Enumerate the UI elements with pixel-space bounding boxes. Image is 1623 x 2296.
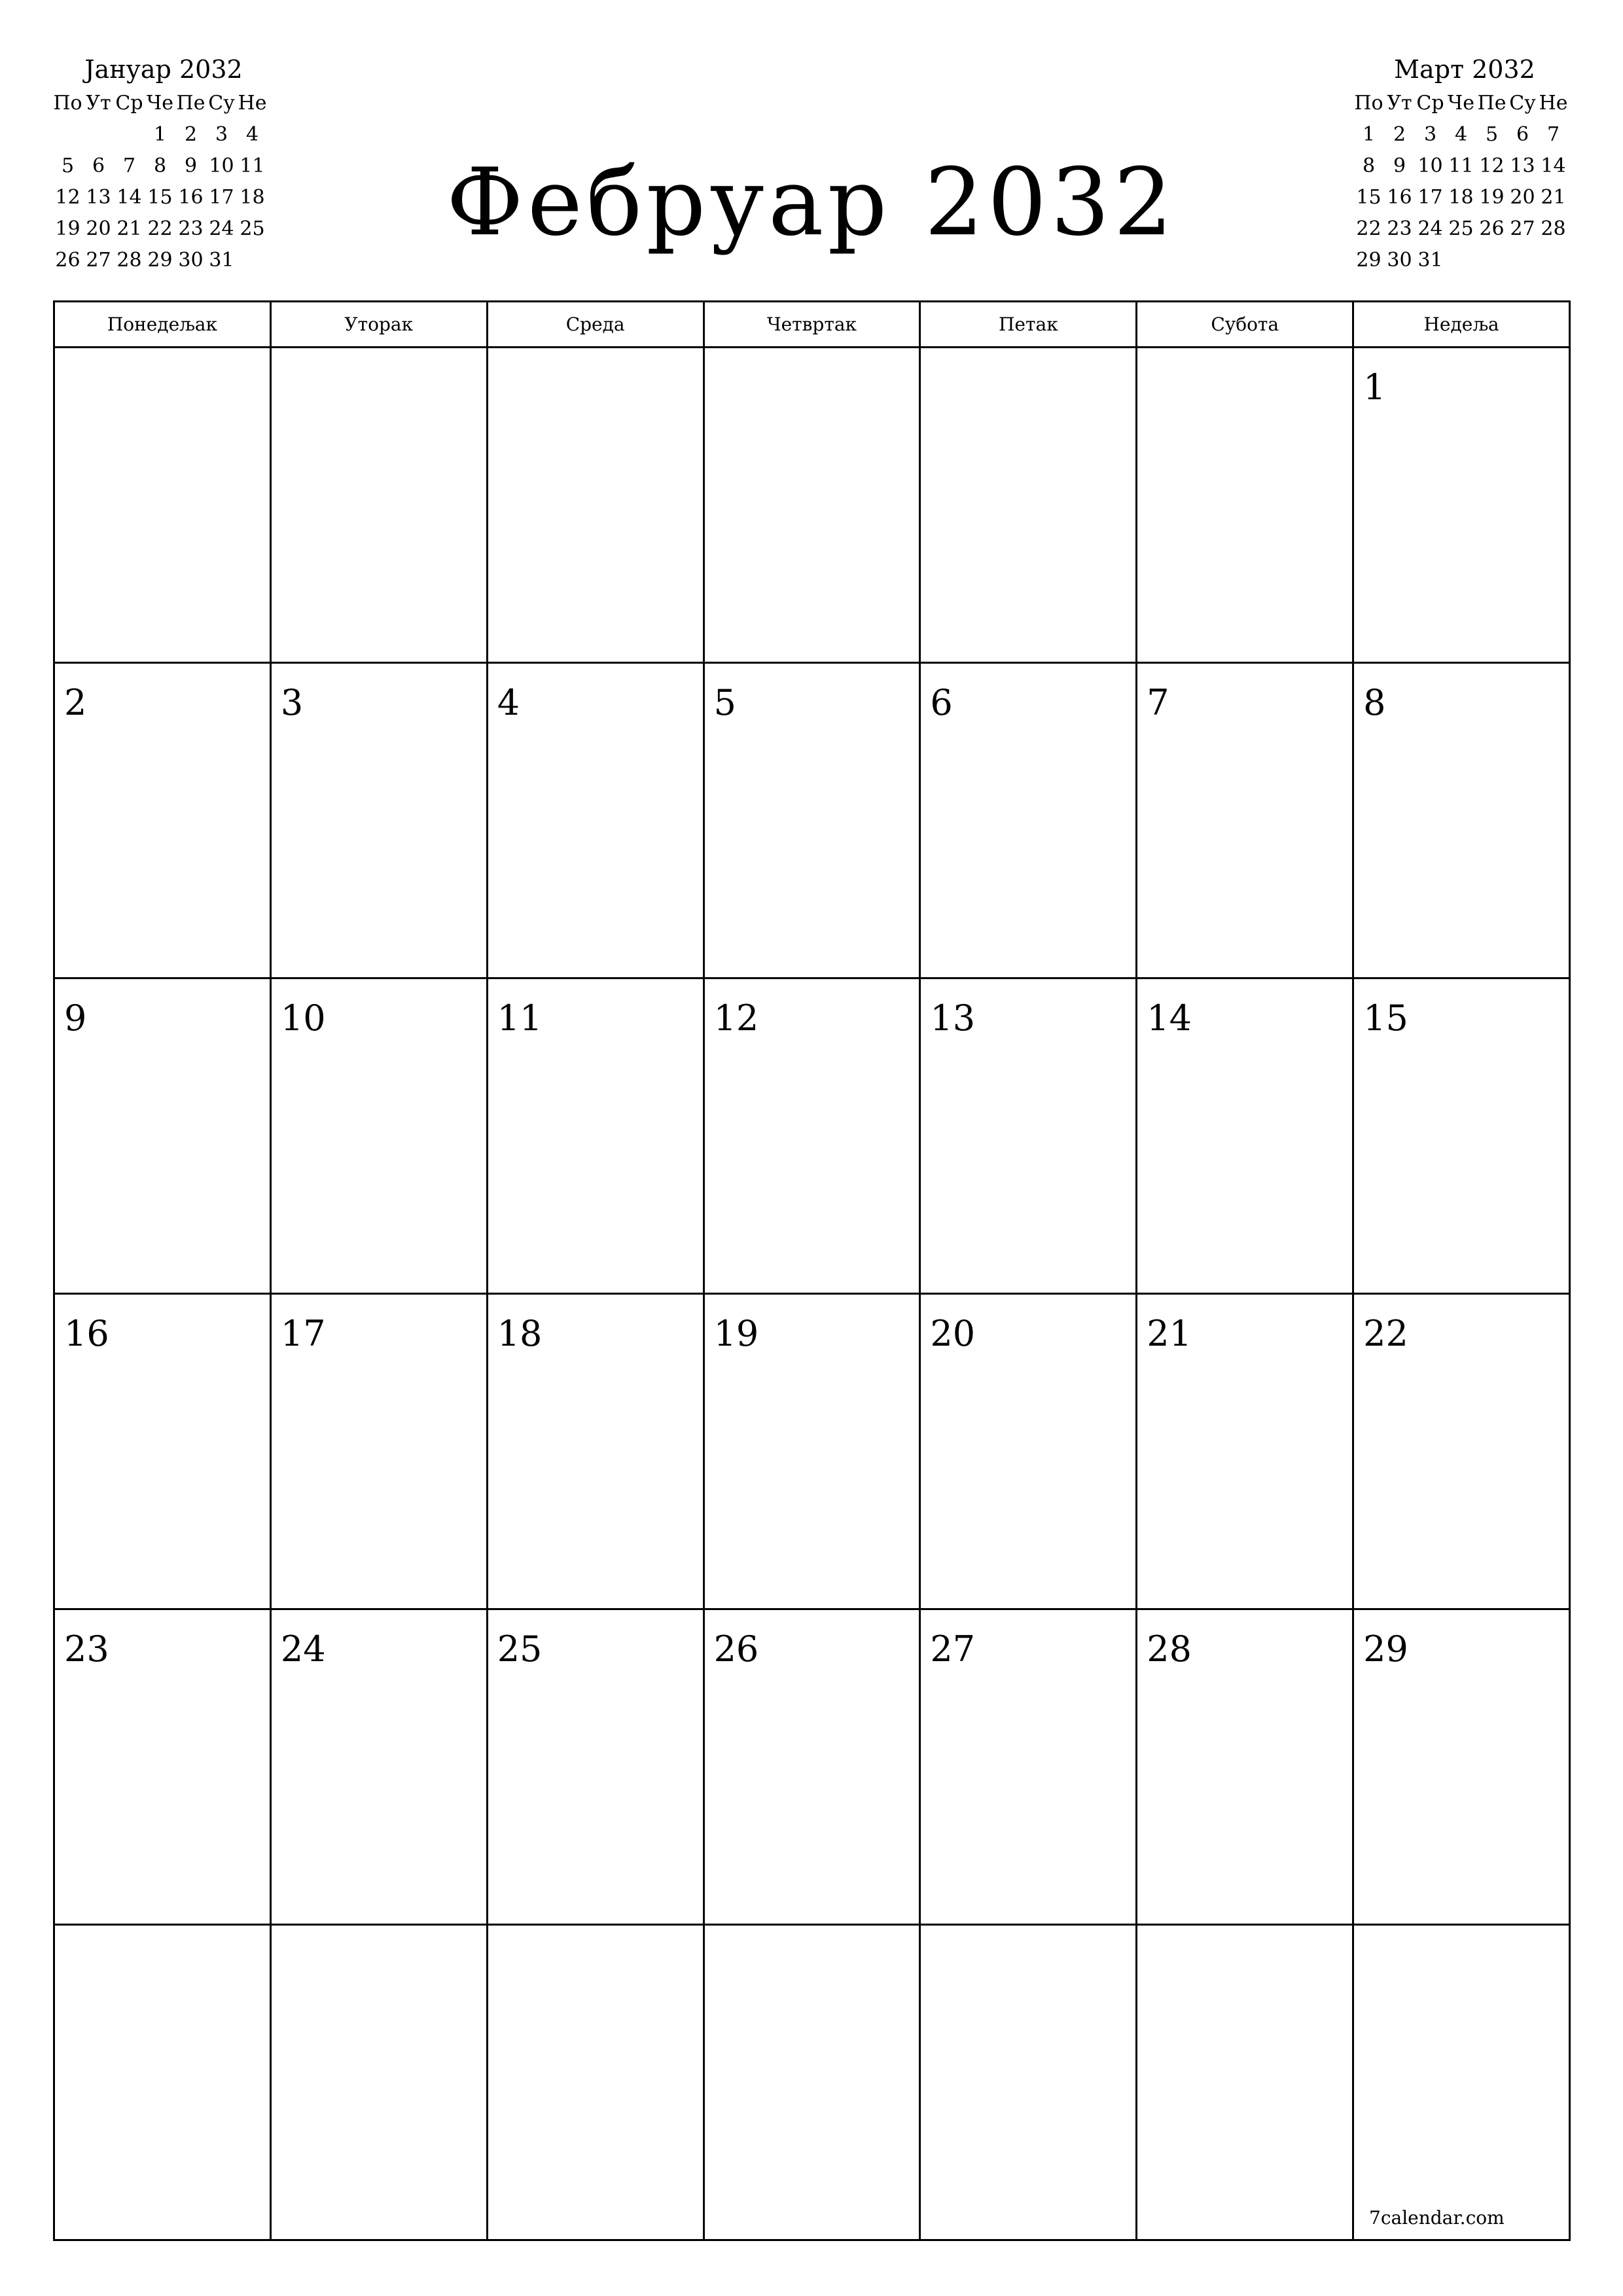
day-number: 22 (1363, 1313, 1408, 1354)
day-number: 25 (497, 1628, 543, 1670)
day-number: 5 (713, 682, 736, 723)
mini-day: 21 (116, 217, 142, 240)
mini-day: 10 (1418, 154, 1443, 177)
mini-weekday: По (1354, 92, 1383, 115)
day-number: 7 (1147, 682, 1169, 723)
day-cell[interactable] (1137, 348, 1354, 664)
mini-day: 30 (178, 249, 204, 272)
day-cell[interactable] (272, 1926, 488, 2241)
mini-day: 31 (209, 249, 234, 272)
mini-day: 17 (209, 186, 234, 209)
mini-day: 6 (92, 154, 105, 177)
mini-day: 1 (153, 123, 167, 146)
mini-weekday: Су (208, 92, 235, 115)
day-number: 10 (280, 997, 326, 1039)
day-cell[interactable] (921, 1926, 1137, 2241)
day-cell[interactable] (921, 979, 1137, 1295)
day-number: 4 (497, 682, 520, 723)
page-title: Фебруар 2032 (446, 149, 1177, 257)
mini-day: 6 (1516, 123, 1529, 146)
mini-calendar-prev-title: Јануар 2032 (84, 55, 243, 84)
mini-weekday: Су (1509, 92, 1536, 115)
day-number: 27 (930, 1628, 976, 1670)
mini-calendar-next-title: Март 2032 (1394, 55, 1535, 84)
day-number: 14 (1147, 997, 1192, 1039)
mini-day: 22 (147, 217, 173, 240)
day-number: 2 (64, 682, 87, 723)
weekday-header: Субота (1137, 302, 1354, 348)
mini-day: 4 (1454, 123, 1468, 146)
mini-calendar-next (1353, 51, 1576, 276)
day-number: 20 (930, 1313, 976, 1354)
mini-day: 28 (1541, 217, 1566, 240)
day-cell[interactable] (1354, 1926, 1571, 2241)
day-number: 11 (497, 997, 543, 1039)
mini-day: 25 (240, 217, 265, 240)
day-cell[interactable] (272, 348, 488, 664)
footer-site-link[interactable]: 7calendar.com (1369, 2207, 1505, 2229)
day-cell[interactable] (921, 348, 1137, 664)
mini-weekday: Ут (86, 92, 111, 115)
mini-day: 9 (184, 154, 198, 177)
day-cell[interactable] (705, 1610, 921, 1926)
weekday-header: Среда (488, 302, 705, 348)
mini-day: 26 (55, 249, 80, 272)
mini-day: 13 (86, 186, 111, 209)
mini-day: 18 (240, 186, 265, 209)
mini-day: 12 (1479, 154, 1505, 177)
mini-day: 19 (1479, 186, 1505, 209)
mini-day: 14 (1541, 154, 1566, 177)
mini-day: 7 (122, 154, 136, 177)
day-cell[interactable] (705, 1295, 921, 1610)
mini-day: 24 (209, 217, 234, 240)
mini-day: 5 (61, 154, 75, 177)
mini-day: 3 (1423, 123, 1437, 146)
mini-day: 9 (1393, 154, 1406, 177)
day-cell[interactable] (488, 348, 705, 664)
mini-day: 31 (1418, 249, 1443, 272)
day-number: 8 (1363, 682, 1386, 723)
day-number: 16 (64, 1313, 109, 1354)
mini-day: 1 (1362, 123, 1376, 146)
mini-day (1538, 245, 1569, 276)
mini-day: 27 (86, 249, 111, 272)
day-number: 13 (930, 997, 976, 1039)
day-cell[interactable] (55, 1295, 272, 1610)
day-cell[interactable] (55, 1610, 272, 1926)
day-cell[interactable] (1354, 348, 1571, 664)
day-cell[interactable] (55, 979, 272, 1295)
day-cell[interactable] (705, 664, 921, 979)
mini-weekday: Че (1448, 92, 1474, 115)
mini-day: 24 (1418, 217, 1443, 240)
day-cell[interactable] (55, 664, 272, 979)
mini-weekday: Не (1539, 92, 1568, 115)
day-cell[interactable] (1354, 1610, 1571, 1926)
day-number: 3 (280, 682, 304, 723)
mini-day: 12 (55, 186, 80, 209)
mini-weekday: Ср (115, 92, 143, 115)
month-grid (53, 300, 1571, 2241)
day-cell[interactable] (705, 979, 921, 1295)
day-cell[interactable] (272, 979, 488, 1295)
day-cell[interactable] (55, 1926, 272, 2241)
mini-weekday: Не (238, 92, 267, 115)
mini-day (1446, 245, 1476, 276)
mini-day: 13 (1510, 154, 1535, 177)
day-cell[interactable] (921, 1610, 1137, 1926)
day-number: 12 (713, 997, 759, 1039)
mini-day: 25 (1448, 217, 1474, 240)
mini-weekday: Пе (1477, 92, 1507, 115)
day-number: 17 (280, 1313, 326, 1354)
mini-calendar-next-grid (1353, 88, 1576, 276)
mini-day: 11 (240, 154, 265, 177)
mini-day: 29 (1356, 249, 1382, 272)
day-number: 28 (1147, 1628, 1192, 1670)
mini-day: 20 (1510, 186, 1535, 209)
mini-day: 27 (1510, 217, 1535, 240)
weekday-header: Петак (921, 302, 1137, 348)
mini-day: 17 (1418, 186, 1443, 209)
day-cell[interactable] (705, 1926, 921, 2241)
day-cell[interactable] (921, 1295, 1137, 1610)
weekday-header: Уторак (272, 302, 488, 348)
mini-day: 2 (1393, 123, 1406, 146)
mini-weekday: Ут (1387, 92, 1412, 115)
mini-day: 29 (147, 249, 173, 272)
mini-day: 16 (1387, 186, 1412, 209)
weekday-header: Понедељак (55, 302, 272, 348)
mini-day: 8 (153, 154, 167, 177)
day-number: 18 (497, 1313, 543, 1354)
mini-day: 26 (1479, 217, 1505, 240)
day-number: 23 (64, 1628, 109, 1670)
mini-day: 28 (116, 249, 142, 272)
day-cell[interactable] (1354, 979, 1571, 1295)
weekday-header: Недеља (1354, 302, 1571, 348)
day-number: 9 (64, 997, 87, 1039)
day-cell[interactable] (272, 1295, 488, 1610)
day-cell[interactable] (1354, 664, 1571, 979)
day-cell[interactable] (1354, 1295, 1571, 1610)
mini-day: 18 (1448, 186, 1474, 209)
day-cell[interactable] (705, 348, 921, 664)
day-cell[interactable] (55, 348, 272, 664)
mini-day: 19 (55, 217, 80, 240)
mini-day: 21 (1541, 186, 1566, 209)
day-number: 29 (1363, 1628, 1408, 1670)
mini-day: 23 (1387, 217, 1412, 240)
mini-day (1507, 245, 1538, 276)
mini-day: 14 (116, 186, 142, 209)
day-cell[interactable] (1137, 664, 1354, 979)
day-number: 6 (930, 682, 953, 723)
mini-day: 23 (178, 217, 204, 240)
mini-day: 8 (1362, 154, 1376, 177)
day-cell[interactable] (488, 979, 705, 1295)
weekday-header: Четвртак (705, 302, 921, 348)
day-cell[interactable] (921, 664, 1137, 979)
day-number: 26 (713, 1628, 759, 1670)
day-cell[interactable] (272, 1610, 488, 1926)
mini-weekday: Ср (1416, 92, 1444, 115)
mini-weekday: По (53, 92, 82, 115)
mini-day: 22 (1356, 217, 1382, 240)
mini-day: 3 (215, 123, 228, 146)
day-number: 15 (1363, 997, 1408, 1039)
day-cell[interactable] (1137, 979, 1354, 1295)
mini-weekday: Че (147, 92, 173, 115)
mini-day: 7 (1546, 123, 1560, 146)
day-cell[interactable] (1137, 1926, 1354, 2241)
mini-day (1476, 245, 1507, 276)
day-cell[interactable] (488, 1610, 705, 1926)
mini-day: 16 (178, 186, 204, 209)
mini-day: 30 (1387, 249, 1412, 272)
mini-day: 15 (1356, 186, 1382, 209)
mini-day: 15 (147, 186, 173, 209)
day-number: 19 (713, 1313, 759, 1354)
day-cell[interactable] (1137, 1610, 1354, 1926)
day-number: 21 (1147, 1313, 1192, 1354)
day-number: 1 (1363, 367, 1386, 408)
mini-day: 10 (209, 154, 234, 177)
day-cell[interactable] (488, 1295, 705, 1610)
mini-weekday: Пе (176, 92, 205, 115)
day-number: 24 (280, 1628, 326, 1670)
day-cell[interactable] (488, 664, 705, 979)
mini-day: 20 (86, 217, 111, 240)
mini-day: 2 (184, 123, 198, 146)
day-cell[interactable] (272, 664, 488, 979)
mini-day: 4 (245, 123, 259, 146)
day-cell[interactable] (1137, 1295, 1354, 1610)
day-cell[interactable] (488, 1926, 705, 2241)
mini-day: 11 (1448, 154, 1474, 177)
mini-day: 5 (1485, 123, 1499, 146)
